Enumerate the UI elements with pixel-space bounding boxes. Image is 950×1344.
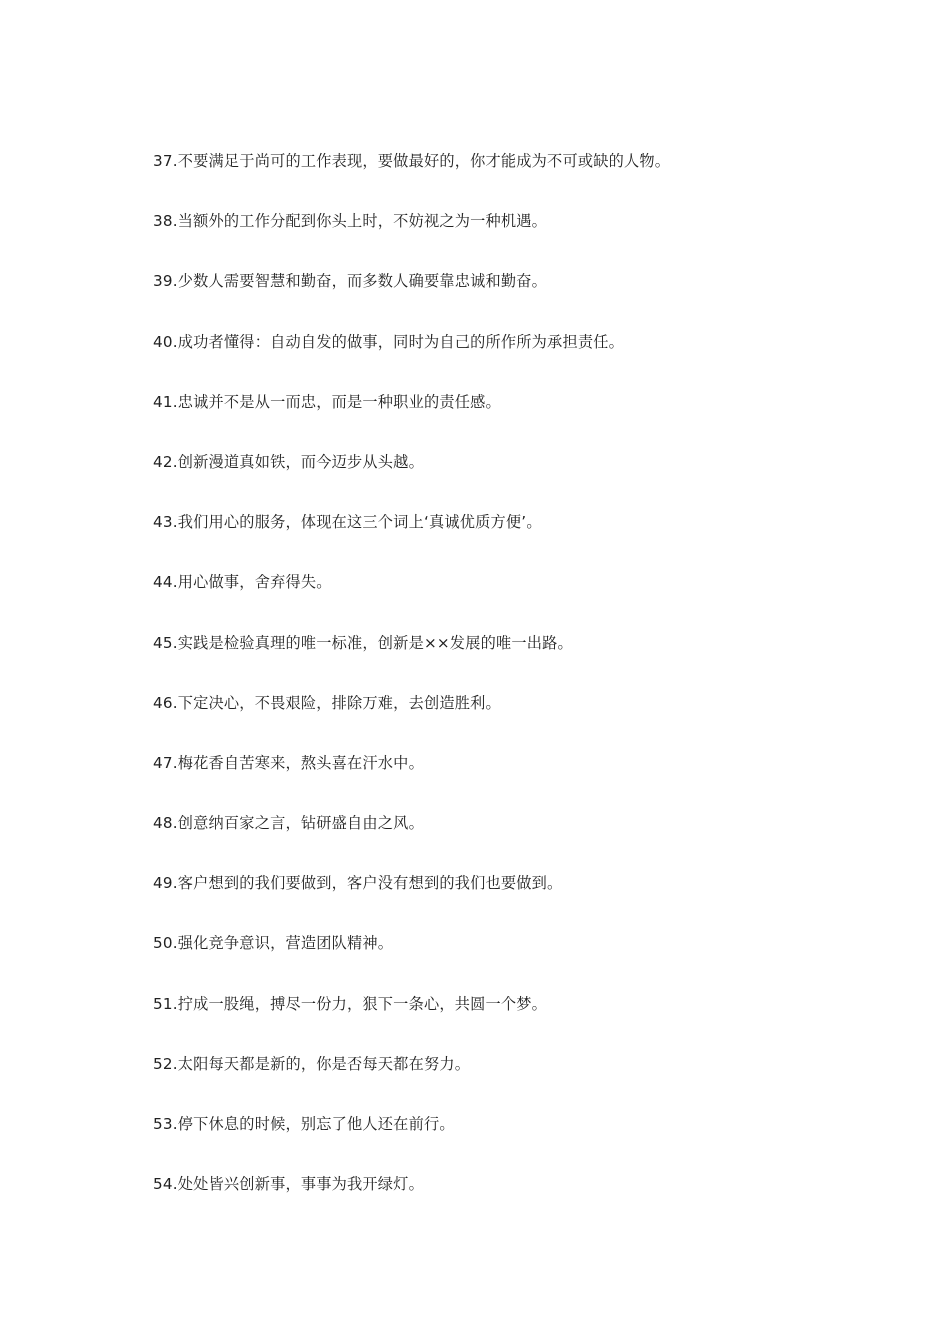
quote-line-40: 40.成功者懂得：自动自发的做事，同时为自己的所作所为承担责任。 (153, 332, 624, 351)
quote-line-44: 44.用心做事，舍弃得失。 (153, 573, 332, 592)
quote-line-49: 49.客户想到的我们要做到，客户没有想到的我们也要做到。 (153, 874, 563, 893)
quote-line-45: 45.实践是检验真理的唯一标准，创新是××发展的唯一出路。 (153, 633, 573, 652)
quote-line-48: 48.创意纳百家之言，钻研盛自由之风。 (153, 814, 424, 833)
quote-line-47: 47.梅花香自苦寒来，熬头喜在汗水中。 (153, 753, 424, 772)
quote-line-50: 50.强化竞争意识，营造团队精神。 (153, 934, 394, 953)
quote-line-41: 41.忠诚并不是从一而忠，而是一种职业的责任感。 (153, 392, 501, 411)
quote-list (153, 150, 873, 1233)
quote-line-39: 39.少数人需要智慧和勤奋，而多数人确要靠忠诚和勤奋。 (153, 272, 548, 291)
quote-line-43: 43.我们用心的服务，体现在这三个词上‘真诚优质方便’。 (153, 513, 542, 532)
quote-line-53: 53.停下休息的时候，别忘了他人还在前行。 (153, 1115, 455, 1133)
quote-line-52: 52.太阳每天都是新的，你是否每天都在努力。 (153, 1054, 471, 1073)
quote-line-38: 38.当额外的工作分配到你头上时，不妨视之为一种机遇。 (153, 212, 548, 231)
quote-line-42: 42.创新漫道真如铁，而今迈步从头越。 (153, 452, 424, 471)
quote-line-51: 51.拧成一股绳，搏尽一份力，狠下一条心，共圆一个梦。 (153, 994, 548, 1013)
quote-line-37: 37.不要满足于尚可的工作表现，要做最好的，你才能成为不可或缺的人物。 (153, 152, 671, 170)
quote-line-54: 54.处处皆兴创新事，事事为我开绿灯。 (153, 1175, 424, 1194)
quote-line-46: 46.下定决心，不畏艰险，排除万难，去创造胜利。 (153, 693, 501, 712)
